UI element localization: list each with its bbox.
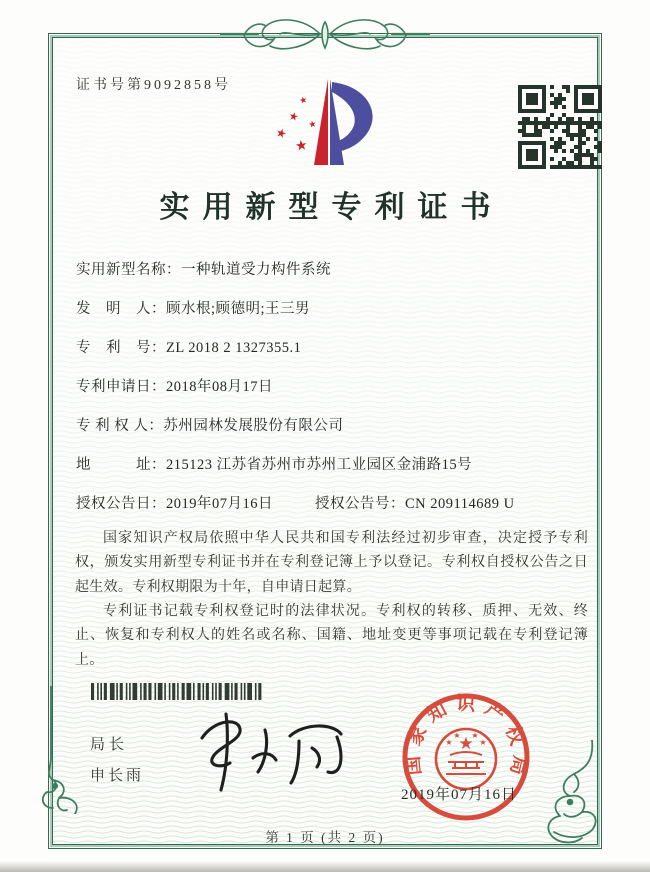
svg-text:★: ★ — [445, 738, 453, 747]
scan-edge-shadow — [0, 861, 650, 872]
svg-text:★: ★ — [294, 137, 309, 155]
body-paragraph: 专利证书记载专利权登记时的法律状况。专利权的转移、质押、无效、终止、恢复和专利权人的姓名或名称、国籍、地址变更等事项记载在专利登记簿上。 — [75, 604, 588, 668]
field-label: 授权公告号： — [315, 496, 405, 512]
corner-flourish-left-icon — [37, 686, 99, 814]
seal-text: 国家知识产权局 — [402, 693, 531, 785]
field-row-patent-no — [76, 337, 592, 359]
barcode-icon — [90, 683, 268, 700]
svg-text:★: ★ — [298, 95, 309, 107]
svg-text:★: ★ — [307, 119, 318, 131]
agency-seal-icon — [392, 683, 540, 835]
field-row-inventors — [76, 298, 592, 320]
svg-text:★: ★ — [471, 731, 479, 740]
svg-text:★: ★ — [479, 738, 487, 747]
top-ornament-icon — [220, 8, 430, 60]
svg-text:★: ★ — [273, 124, 289, 142]
footer-page-number: 第 1 页 (共 2 页) — [265, 830, 385, 845]
grant-publication-pair — [315, 493, 515, 515]
svg-text:★: ★ — [458, 734, 474, 754]
field-label: 专利申请日： — [76, 379, 166, 395]
body-paragraph: 国家知识产权局依照中华人民共和国专利法经过初步审查，决定授予专利权，颁发实用新型专利证书并在专利登记簿上予以登记。专利权自授权公告之日起生效。专利权期限为十年，自申请日起算。 — [75, 531, 588, 595]
field-value: 2019年07月16日 — [166, 496, 273, 512]
field-row-filing-date — [76, 376, 592, 398]
field-label: 专 利 号： — [76, 340, 166, 356]
field-value: 2018年08月17日 — [166, 379, 273, 395]
cnipa-logo-icon — [262, 74, 398, 169]
field-row-name — [76, 259, 592, 281]
field-row-patentee — [76, 415, 592, 437]
officer-title: 局长 — [90, 737, 129, 753]
field-row-address — [76, 454, 592, 476]
field-label: 地 址： — [76, 457, 166, 473]
cert-number: 证书号第9092858号 — [76, 78, 231, 93]
certificate-title: 实用新型专利证书 — [159, 191, 504, 224]
field-value: CN 209114689 U — [405, 496, 515, 512]
officer-name: 申长雨 — [90, 768, 145, 784]
fields-section — [76, 259, 592, 532]
seal-date: 2019年07月16日 — [401, 787, 518, 803]
field-value: 顾水根;顾德明;王三男 — [166, 301, 311, 317]
field-value: 一种轨道受力构件系统 — [181, 262, 331, 278]
field-label: 实用新型名称： — [76, 262, 181, 278]
field-value: 215123 江苏省苏州市苏州工业园区金浦路15号 — [166, 457, 473, 473]
national-emblem-icon — [436, 729, 496, 789]
paragraphs-section — [75, 527, 588, 673]
field-label: 授权公告日： — [76, 496, 166, 512]
svg-text:★: ★ — [453, 731, 461, 740]
field-label: 发 明 人： — [76, 301, 166, 317]
svg-text:★: ★ — [287, 109, 300, 124]
field-value: ZL 2018 2 1327355.1 — [166, 340, 302, 356]
qr-code-icon — [518, 85, 602, 169]
director-signature-icon — [186, 708, 354, 796]
field-row-grant — [76, 493, 592, 515]
field-label: 专 利 权 人： — [76, 418, 164, 434]
field-value: 苏州园林发展股份有限公司 — [163, 418, 344, 434]
